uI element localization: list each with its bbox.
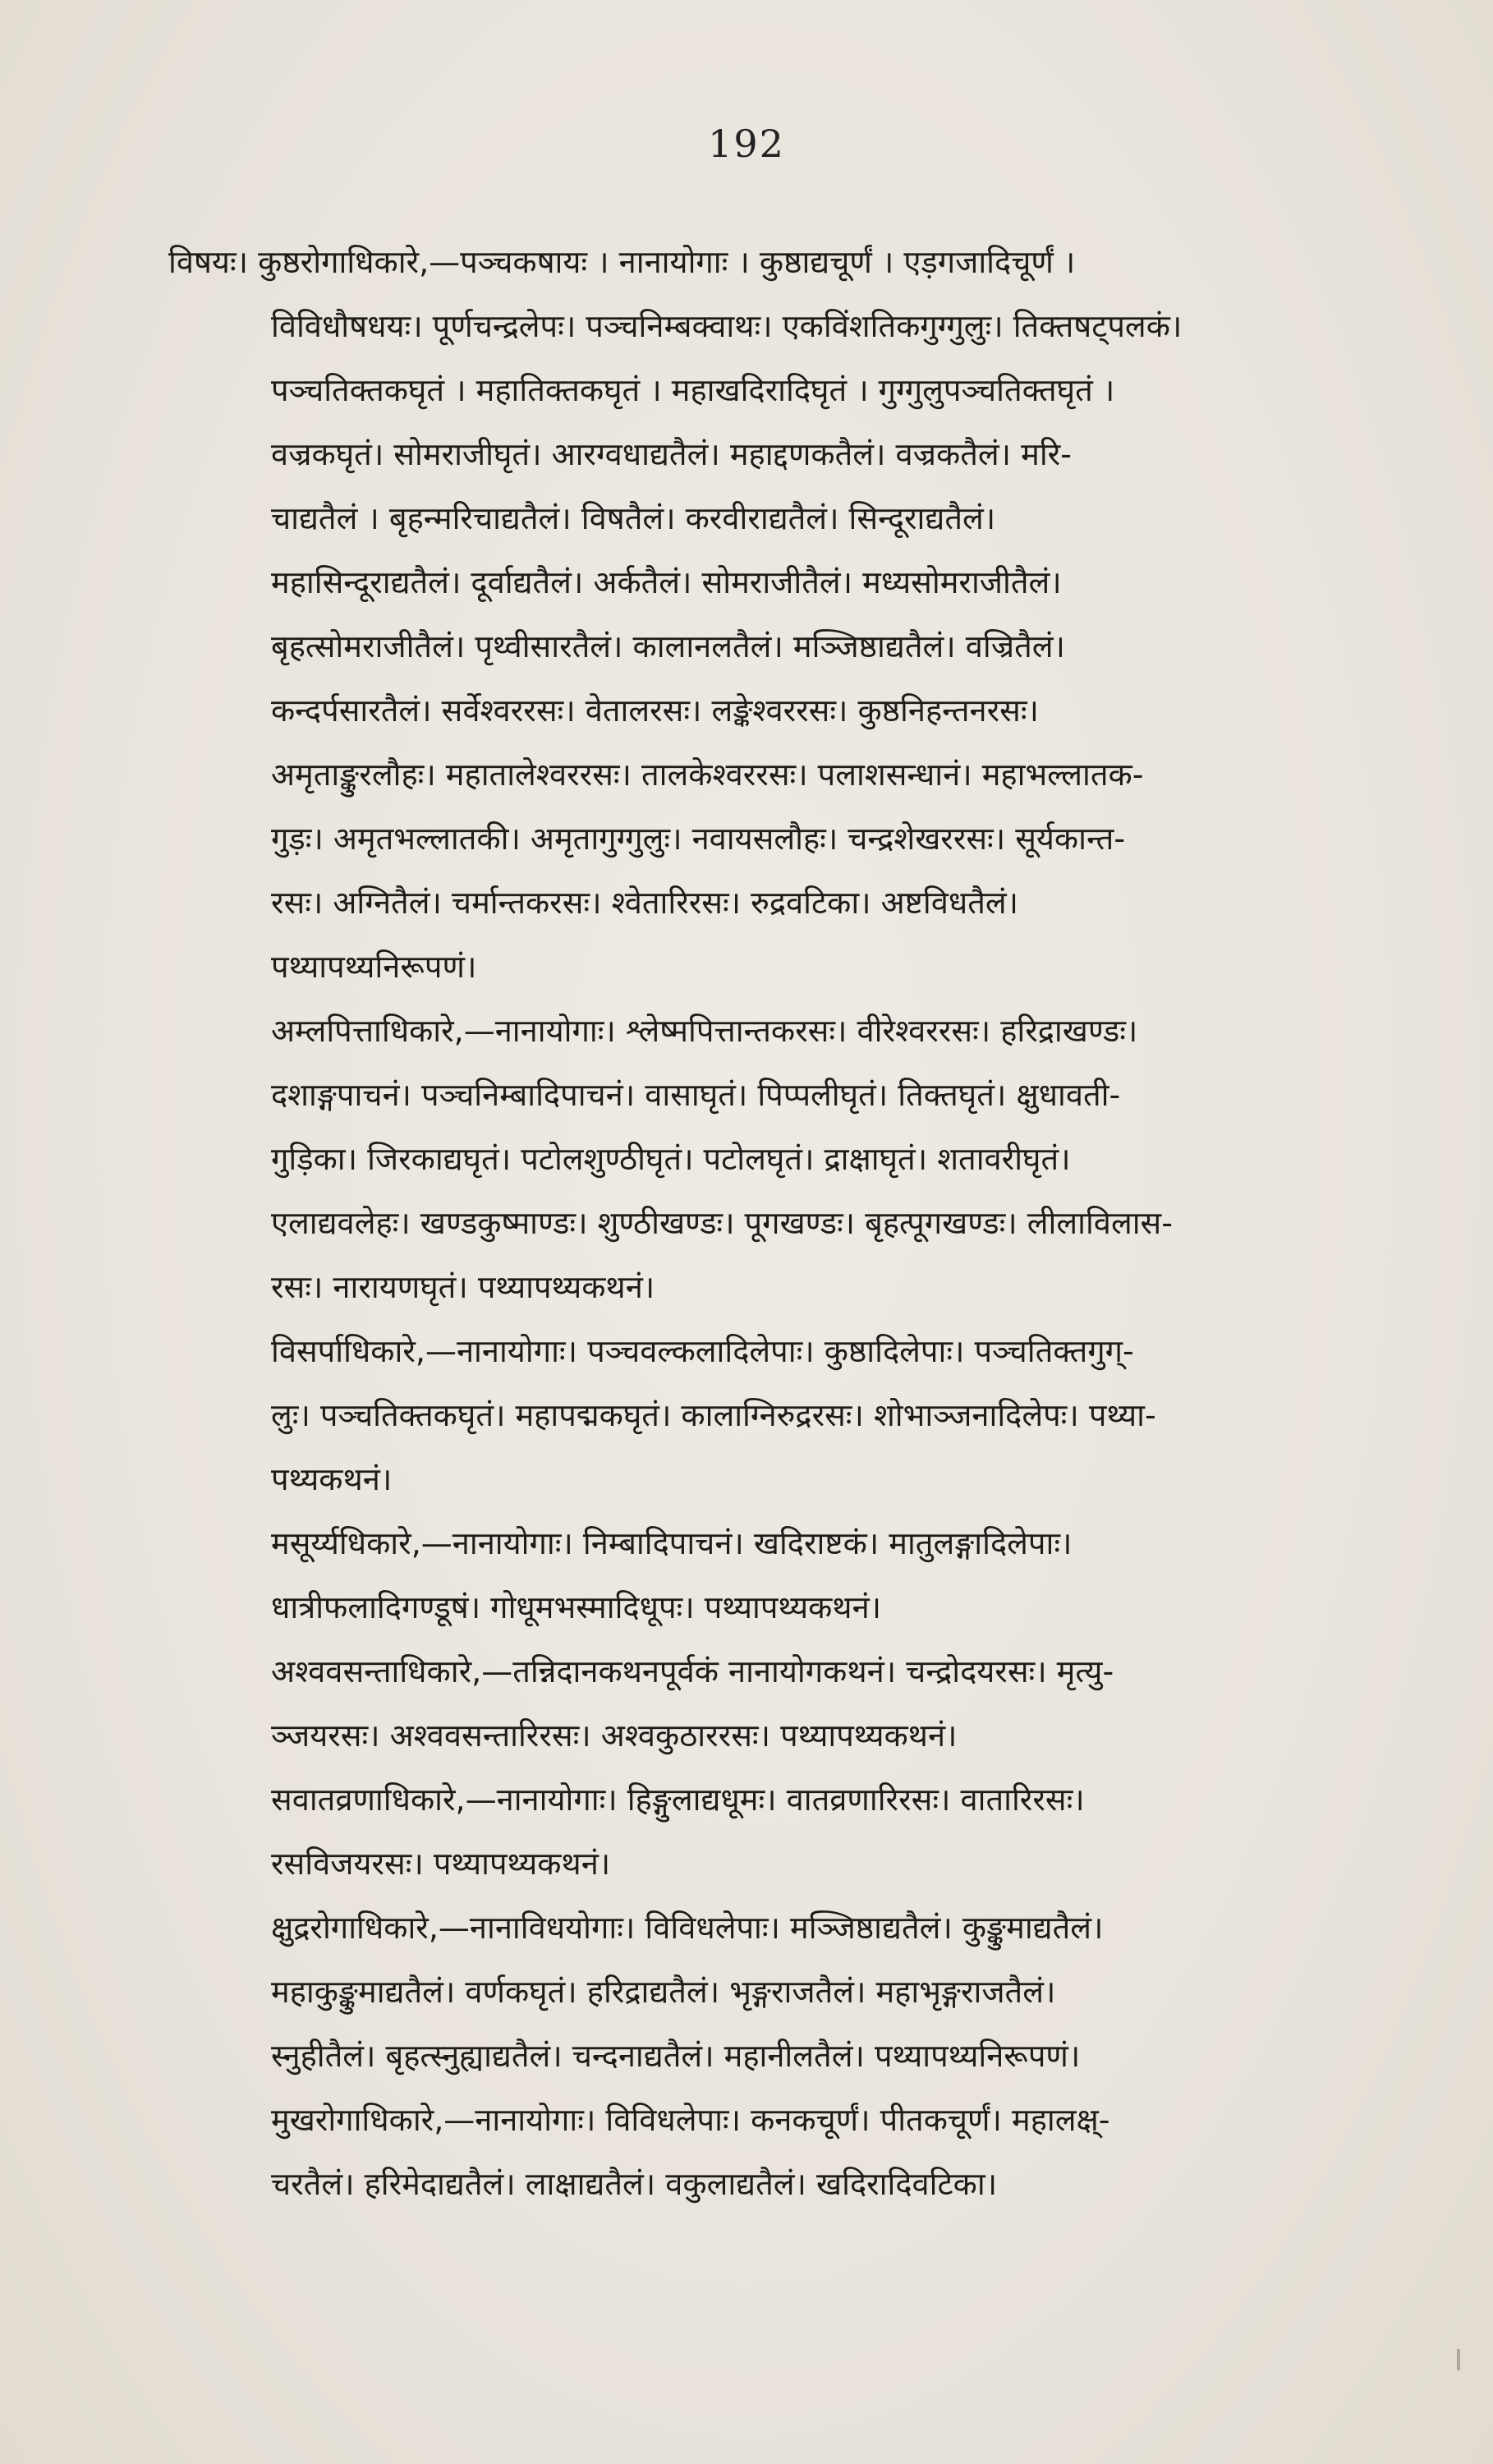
text-line: एलाद्यवलेहः। खण्डकुष्माण्डः। शुण्ठीखण्डः। पूगखण्डः। बृहत्पूगखण्डः। लीलाविलास- [271,1205,1173,1241]
text-line: लुः। पञ्चतिक्तकघृतं। महापद्मकघृतं। कालाग्निरुद्ररसः। शोभाञ्जनादिलेपः। पथ्या- [271,1397,1156,1433]
page-number: 192 [708,122,785,166]
section-heading-line: क्षुद्ररोगाधिकारे,—नानाविधयोगाः। विविधलेपाः। मञ्जिष्ठाद्यतैलं। कुङ्कुमाद्यतैलं। [271,1910,1104,1946]
margin-mark [1457,2349,1460,2370]
text-line: गुड़ः। अमृतभल्लातकी। अमृतागुग्गुलुः। नवायसलौहः। चन्द्रशेखररसः। सूर्यकान्त- [271,821,1126,857]
section-heading-line: अश्ववसन्ताधिकारे,—तन्निदानकथनपूर्वकं नानायोगकथनं। चन्द्रोदयरसः। मृत्यु- [271,1653,1114,1689]
text-line: ञ्जयरसः। अश्ववसन्तारिरसः। अश्वकुठाररसः। पथ्यापथ्यकथनं। [271,1717,958,1754]
text-line: रसः। नारायणघृतं। पथ्यापथ्यकथनं। [271,1269,655,1305]
text-line: वज्रकघृतं। सोमराजीघृतं। आरग्वधाद्यतैलं। महाद्दणकतैलं। वज्रकतैलं। मरि- [271,436,1072,472]
text-line: चाद्यतैलं । बृहन्मरिचाद्यतैलं। विषतैलं। करवीराद्यतैलं। सिन्दूराद्यतैलं। [271,500,996,536]
contents-text [168,230,1404,2216]
text-line: विविधौषधयः। पूर्णचन्द्रलेपः। पञ्चनिम्बक्वाथः। एकविंशतिकगुग्गुलुः। तिक्तषट्पलकं। [271,308,1183,344]
section-heading-line: विसर्पाधिकारे,—नानायोगाः। पञ्चवल्कलादिलेपाः। कुष्ठादिलेपाः। पञ्चतिक्तगुग्- [271,1333,1134,1369]
text-line: पथ्यापथ्यनिरूपणं। [271,949,477,985]
text-line: गुड़िका। जिरकाद्यघृतं। पटोलशुण्ठीघृतं। पटोलघृतं। द्राक्षाघृतं। शतावरीघृतं। [271,1141,1071,1177]
text-line: महाकुङ्कुमाद्यतैलं। वर्णकघृतं। हरिद्राद्यतैलं। भृङ्गराजतैलं। महाभृङ्गराजतैलं। [271,1974,1056,2010]
text-line: दशाङ्गपाचनं। पञ्चनिम्बादिपाचनं। वासाघृतं। पिप्पलीघृतं। तिक्तघृतं। क्षुधावती- [271,1077,1121,1113]
text-line: पञ्चतिक्तकघृतं । महातिक्तकघृतं । महाखदिरादिघृतं । गुग्गुलुपञ्चतिक्तघृतं । [271,372,1115,408]
text-line: महासिन्दूराद्यतैलं। दूर्वाद्यतैलं। अर्कतैलं। सोमराजीतैलं। मध्यसोमराजीतैलं। [271,564,1062,600]
text-line: स्नुहीतैलं। बृहत्स्नुह्याद्यतैलं। चन्दनाद्यतैलं। महानीलतैलं। पथ्यापथ्यनिरूपणं। [271,2038,1081,2074]
text-line: बृहत्सोमराजीतैलं। पृथ्वीसारतैलं। कालानलतैलं। मञ्जिष्ठाद्यतैलं। वज्रितैलं। [271,628,1065,664]
text-line: पथ्यकथनं। [271,1461,393,1497]
text-line: विषयः। कुष्ठरोगाधिकारे,—पञ्चकषायः । नानायोगाः । कुष्ठाद्यचूर्णं । एड़गजादिचूर्णं । [168,244,1076,280]
section-heading-line: अम्लपित्ताधिकारे,—नानायोगाः। श्लेष्मपित्तान्तकरसः। वीरेश्वररसः। हरिद्राखण्डः। [271,1013,1138,1049]
section-heading-line: सवातव्रणाधिकारे,—नानायोगाः। हिङ्गुलाद्यधूमः। वातव्रणारिरसः। वातारिरसः। [271,1781,1085,1818]
text-line: रसः। अग्नितैलं। चर्मान्तकरसः। श्वेतारिरसः। रुद्रवटिका। अष्टविधतैलं। [271,885,1019,921]
section-heading-line: मुखरोगाधिकारे,—नानायोगाः। विविधलेपाः। कनकचूर्णं। पीतकचूर्णं। महालक्ष्- [271,2102,1110,2138]
text-line: चरतैलं। हरिमेदाद्यतैलं। लाक्षाद्यतैलं। वकुलाद्यतैलं। खदिरादिवटिका। [271,2166,998,2202]
text-line: कन्दर्पसारतैलं। सर्वेश्वररसः। वेतालरसः। लङ्केश्वररसः। कुष्ठनिहन्तनरसः। [271,692,1039,729]
text-line: रसविजयरसः। पथ्यापथ्यकथनं। [271,1846,611,1882]
section-heading-line: मसूर्य्यधिकारे,—नानायोगाः। निम्बादिपाचनं। खदिराष्टकं। मातुलङ्गादिलेपाः। [271,1525,1073,1561]
text-line: धात्रीफलादिगण्डूषं। गोधूमभस्मादिधूपः। पथ्यापथ्यकथनं। [271,1589,882,1625]
text-line: अमृताङ्कुरलौहः। महातालेश्वररसः। तालकेश्वररसः। पलाशसन्धानं। महाभल्लातक- [271,756,1144,793]
